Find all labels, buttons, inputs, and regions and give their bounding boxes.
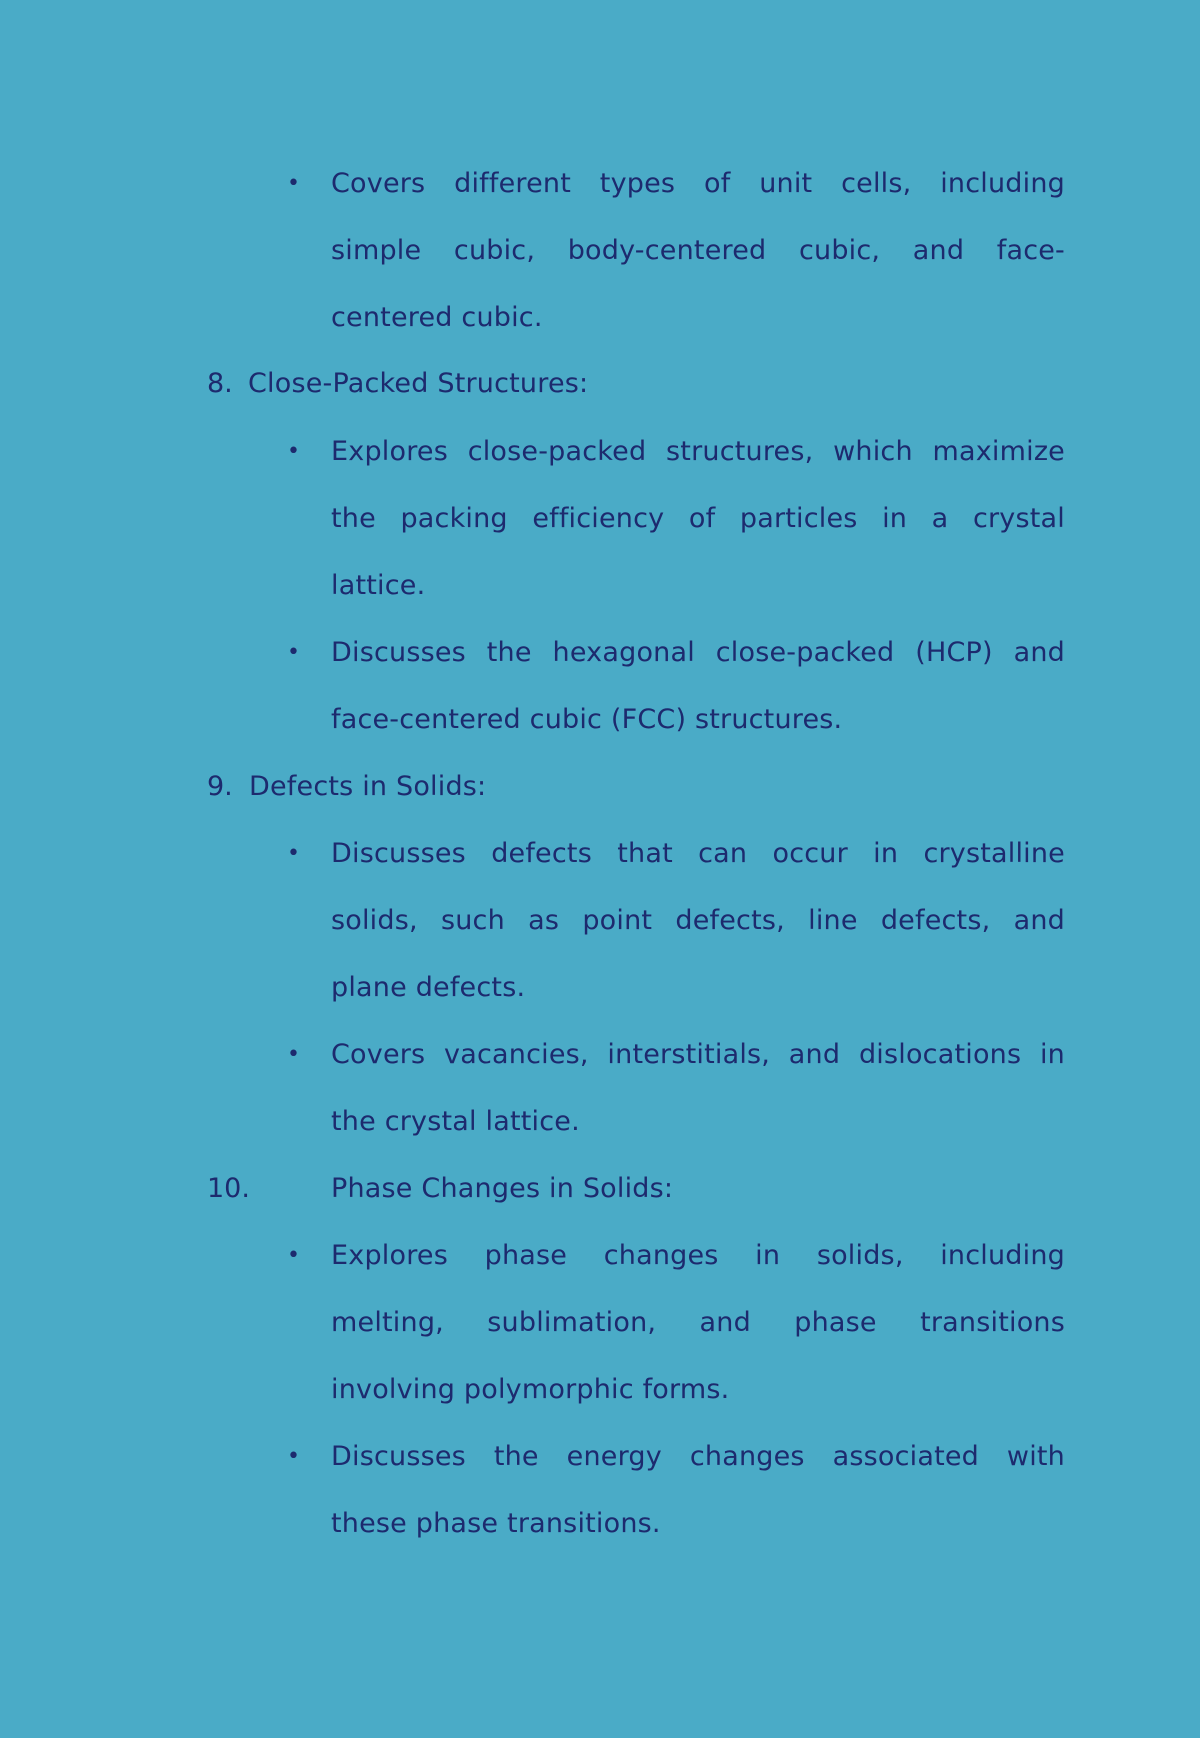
list-item-line: involving polymorphic forms. (331, 1374, 730, 1405)
list-item-line: Explores phase changes in solids, including (331, 1240, 1065, 1271)
section-heading: Phase Changes in Solids: (331, 1173, 674, 1204)
section-number: 10. (207, 1173, 250, 1204)
list-item-line: Explores close-packed structures, which maximize (331, 436, 1065, 467)
list-item-line: centered cubic. (331, 302, 543, 333)
bullet-marker: • (287, 1042, 300, 1067)
section-number: 9. (207, 771, 233, 802)
list-item-line: Covers different types of unit cells, including (331, 168, 1065, 199)
list-item-line: plane defects. (331, 972, 526, 1003)
section-heading: Defects in Solids: (249, 771, 487, 802)
list-item-line: Discusses defects that can occur in crystalline (331, 838, 1065, 869)
list-item-line: lattice. (331, 570, 426, 601)
list-item-line: Discusses the energy changes associated with (331, 1441, 1065, 1472)
list-item-line: the packing efficiency of particles in a crystal (331, 503, 1065, 534)
list-item-line: melting, sublimation, and phase transitions (331, 1307, 1065, 1338)
bullet-marker: • (287, 439, 300, 464)
list-item-line: face-centered cubic (FCC) structures. (331, 704, 843, 735)
list-item-line: these phase transitions. (331, 1508, 661, 1539)
list-item-line: solids, such as point defects, line defects, and (331, 905, 1065, 936)
list-item-line: the crystal lattice. (331, 1106, 580, 1137)
bullet-marker: • (287, 1444, 300, 1469)
bullet-marker: • (287, 1243, 300, 1268)
bullet-marker: • (287, 171, 300, 196)
list-item-line: Covers vacancies, interstitials, and dislocations in (331, 1039, 1065, 1070)
list-item-line: simple cubic, body-centered cubic, and face- (331, 235, 1065, 266)
section-number: 8. (207, 368, 233, 399)
list-item-line: Discusses the hexagonal close-packed (HCP) and (331, 637, 1065, 668)
bullet-marker: • (287, 841, 300, 866)
section-heading: Close-Packed Structures: (248, 368, 589, 399)
bullet-marker: • (287, 640, 300, 665)
